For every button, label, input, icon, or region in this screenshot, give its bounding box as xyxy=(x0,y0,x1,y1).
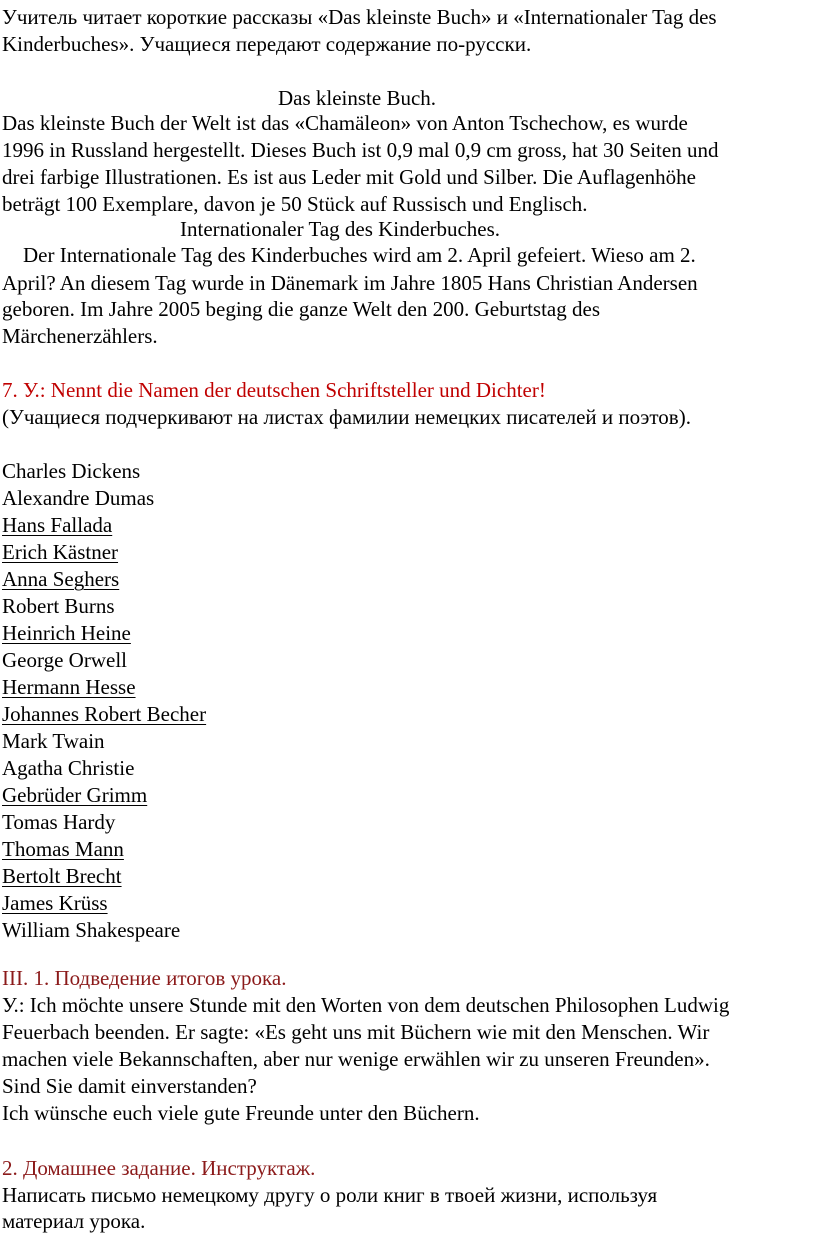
story1-title: Das kleinste Buch. xyxy=(277,86,437,110)
author-name: Anna Seghers xyxy=(2,567,120,591)
intro-line-1: Учитель читает короткие рассказы «Das kleinste Buch» и «Internationaler Tag des xyxy=(2,5,717,29)
homework-line: Написать письмо немецкому другу о роли книг в твоей жизни, используя xyxy=(2,1183,658,1207)
summary-line: Feuerbach beenden. Er sagte: «Es geht uns mit Büchern wie mit den Menschen. Wir xyxy=(2,1020,710,1044)
story2-line: April? An diesem Tag wurde in Dänemark im Jahre 1805 Hans Christian Andersen xyxy=(2,271,698,295)
story1-line: 1996 in Russland hergestellt. Dieses Buch ist 0,9 mal 0,9 cm gross, hat 30 Seiten und xyxy=(2,138,719,162)
intro-line-2: Kinderbuches». Учащиеся передают содержание по-русски. xyxy=(2,32,532,56)
story1-line: Das kleinste Buch der Welt ist das «Chamäleon» von Anton Tschechow, es wurde xyxy=(2,111,688,135)
summary-line: Ich wünsche euch viele gute Freunde unter den Büchern. xyxy=(2,1101,480,1125)
author-name: George Orwell xyxy=(2,648,127,672)
author-name: Tomas Hardy xyxy=(2,810,116,834)
summary-line: У.: Ich möchte unsere Stunde mit den Worten von dem deutschen Philosophen Ludwig xyxy=(2,993,730,1017)
author-name: Alexandre Dumas xyxy=(2,486,155,510)
author-name: Gebrüder Grimm xyxy=(2,783,148,807)
task7-instruction: (Учащиеся подчеркивают на листах фамилии немецких писателей и поэтов). xyxy=(2,405,691,429)
author-name: Hans Fallada xyxy=(2,513,113,537)
story2-line: Märchenerzählers. xyxy=(2,324,158,348)
author-name: James Krüss xyxy=(2,891,108,915)
author-name: Thomas Mann xyxy=(2,837,124,861)
author-name: Robert Burns xyxy=(2,594,115,618)
summary-line: Sind Sie damit einverstanden? xyxy=(2,1074,257,1098)
task7-heading: 7. У.: Nennt die Namen der deutschen Schriftsteller und Dichter! xyxy=(2,378,546,402)
homework-line: материал урока. xyxy=(2,1209,146,1233)
story1-line: drei farbige Illustrationen. Es ist aus Leder mit Gold und Silber. Die Auflagenhöhe xyxy=(2,165,697,189)
author-name: Hermann Hesse xyxy=(2,675,136,699)
author-name: Charles Dickens xyxy=(2,459,141,483)
homework-heading: 2. Домашнее задание. Инструктаж. xyxy=(2,1156,316,1180)
story2-line: geboren. Im Jahre 2005 beging die ganze Welt den 200. Geburtstag des xyxy=(2,297,600,321)
author-name: Mark Twain xyxy=(2,729,105,753)
author-name: Bertolt Brecht xyxy=(2,864,122,888)
author-name: Erich Kästner xyxy=(2,540,119,564)
summary-heading: III. 1. Подведение итогов урока. xyxy=(2,966,287,990)
summary-line: machen viele Bekannschaften, aber nur wenige erwählen wir zu unseren Freunden». xyxy=(2,1047,710,1071)
story2-line: Der Internationale Tag des Kinderbuches wird am 2. April gefeiert. Wieso am 2. xyxy=(2,243,696,267)
author-name: William Shakespeare xyxy=(2,918,181,942)
author-name: Johannes Robert Becher xyxy=(2,702,207,726)
author-name: Agatha Christie xyxy=(2,756,135,780)
story1-line: beträgt 100 Exemplare, davon je 50 Stück auf Russisch und Englisch. xyxy=(2,192,588,216)
story2-title: Internationaler Tag des Kinderbuches. xyxy=(180,217,501,241)
author-name: Heinrich Heine xyxy=(2,621,131,645)
